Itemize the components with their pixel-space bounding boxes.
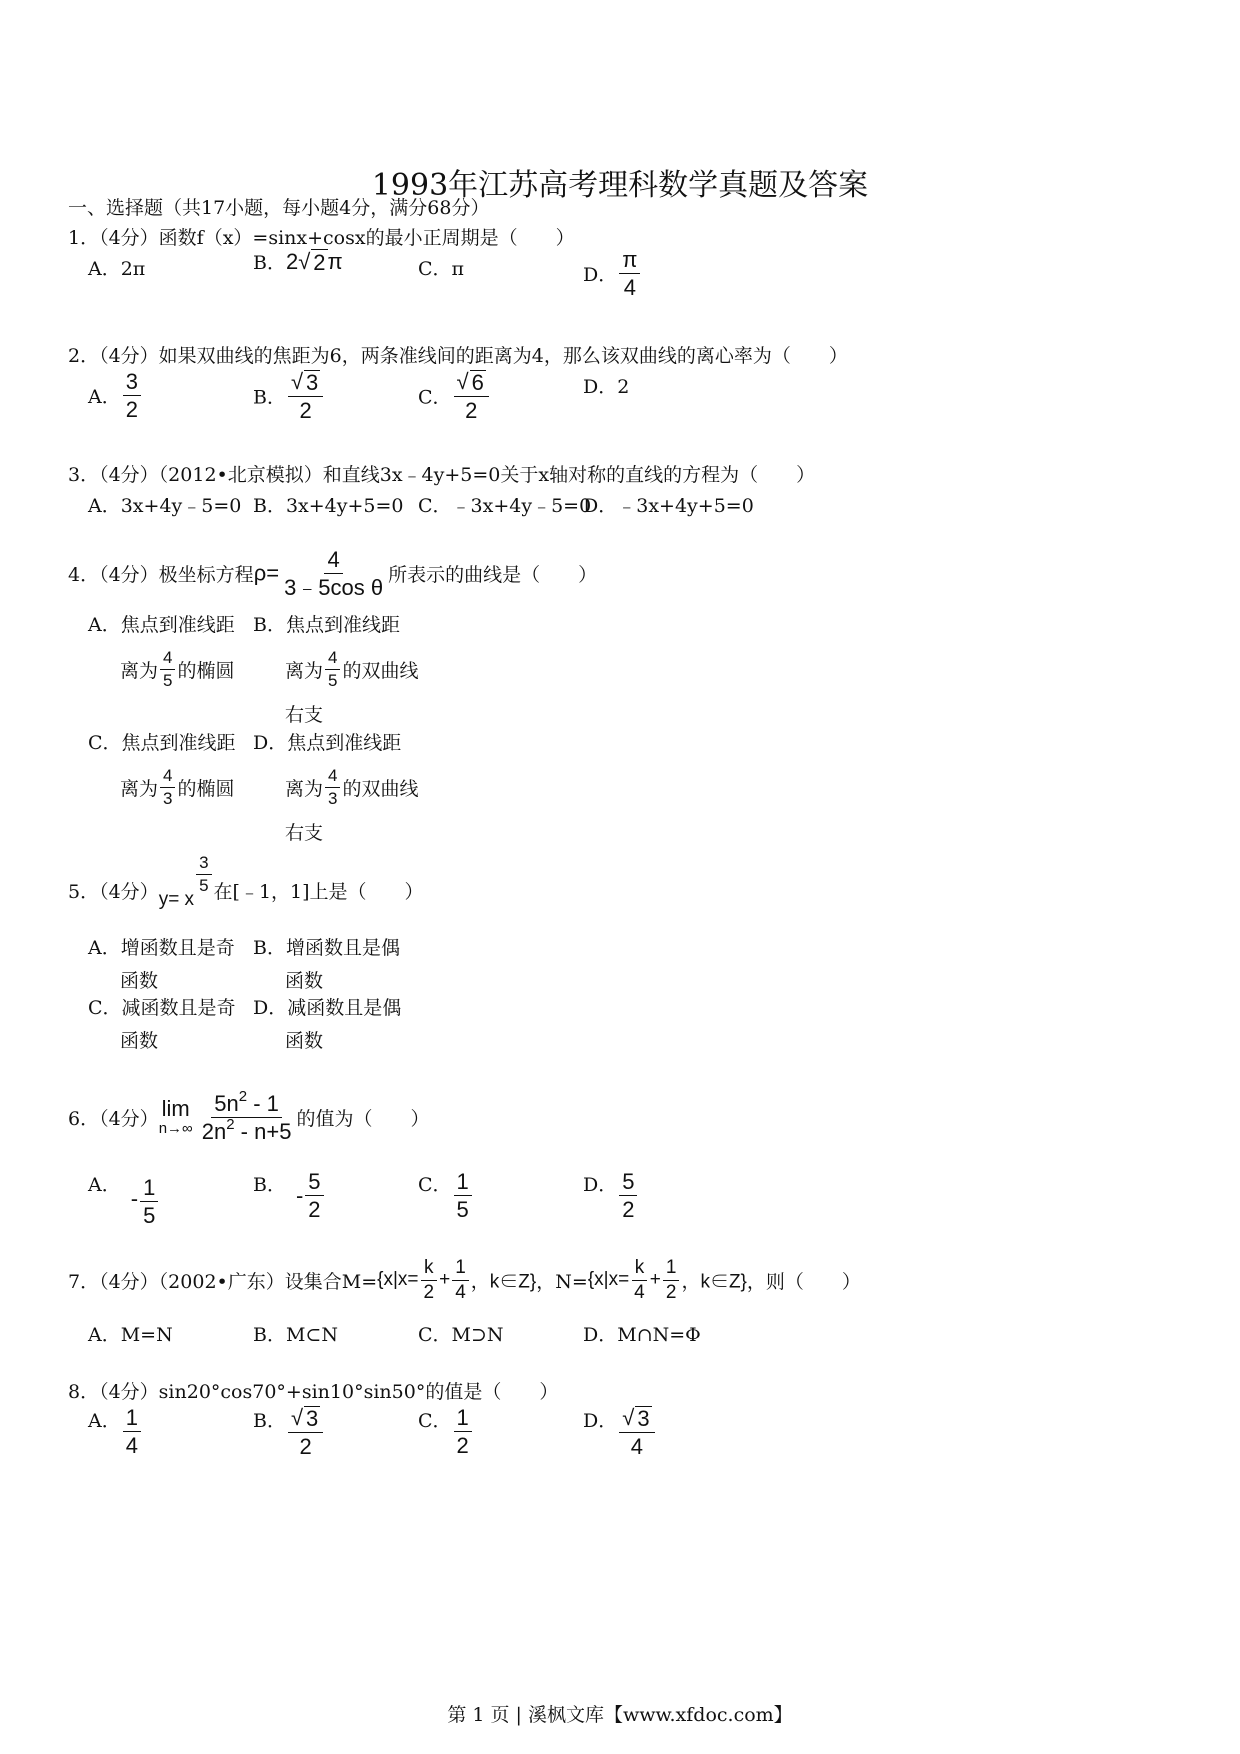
question-stem: 5．（4分） y= x $\frac{3}{5}$ 在[﹣1，1]上是（ ） (68, 853, 424, 910)
question-stem: 2．（4分）如果双曲线的焦距为6，两条准线间的距离为4，那么该双曲线的离心率为（ ） (68, 345, 848, 367)
option-b: B． - $\frac{5}{2}$ (253, 1170, 326, 1221)
option-d: D．焦点到准线距 离为 $\frac{4}{3}$ 的双曲线 右支 (253, 732, 419, 844)
option-d: D． $\frac{5}{2}$ (583, 1170, 639, 1221)
question-stem: 6．（4分） lim n→∞ $\frac{5n^2 - 1}{2n^2 - n+5}$ 的值为（ ） (68, 1088, 430, 1145)
page-footer: 第 1 页 | 溪枫文库【www.xfdoc.com】 (447, 1704, 793, 1726)
option-d: D．M∩N=Φ (583, 1324, 701, 1346)
option-b: B．焦点到准线距 离为 $\frac{4}{5}$ 的双曲线 右支 (253, 614, 419, 726)
limit: lim n→∞ (158, 1096, 193, 1138)
page-title: 1993年江苏高考理科数学真题及答案 (371, 168, 869, 203)
fraction: $\frac{5n^2 - 1}{2n^2 - n+5}$ (201, 1088, 292, 1145)
option-c: C． $\frac{1}{2}$ (418, 1406, 474, 1457)
option-a: A．2π (88, 258, 146, 280)
question-stem: 7．（4分）（2002•广东）设集合M={x|x= $\frac{k}{2}$ + $\frac{1}{4}$ ，k∈Z}，N={x|x= $\frac{k}{4}$ + $\frac{1}{2}$ ，k∈Z}，则（ ） (68, 1257, 861, 1303)
option-a: A．- $\frac{1}{5}$ (88, 1170, 160, 1227)
option-b: B．M⊂N (253, 1324, 338, 1346)
option-d: D．2 (583, 376, 630, 398)
option-a: A．焦点到准线距 离为 $\frac{4}{5}$ 的椭圆 (88, 614, 235, 690)
option-a: A．增函数且是奇 函数 (88, 937, 235, 992)
option-d: D．减函数且是偶 函数 (253, 997, 402, 1052)
option-b: B．增函数且是偶 函数 (253, 937, 400, 992)
option-c: C． √ 6 2 (418, 370, 491, 422)
option-c: C．焦点到准线距 离为 $\frac{4}{3}$ 的椭圆 (88, 732, 236, 808)
option-b: B． √ 3 2 (253, 370, 325, 422)
option-c: C．M⊃N (418, 1324, 504, 1346)
option-b: B．3x+4y+5=0 (253, 495, 404, 517)
section-heading: 一、选择题（共17小题，每小题4分，满分68分） (68, 197, 490, 219)
math-expression: 2 √ 2 π (285, 249, 343, 275)
fraction: $\frac{4}{\text{3﹣5cos θ}}$ (284, 547, 384, 601)
question-stem: 1．（4分）函数f（x）=sinx+cosx的最小正周期是（ ） (68, 227, 575, 249)
option-c: C． $\frac{1}{5}$ (418, 1170, 474, 1221)
question-stem: 3．（4分）（2012•北京模拟）和直线3x﹣4y+5=0关于x轴对称的直线的方程为（ ） (68, 464, 816, 486)
fraction: $\frac{\pi}{4}$ (619, 248, 640, 299)
question-stem: 8．（4分）sin20°cos70°+sin10°sin50°的值是（ ） (68, 1381, 559, 1403)
option-b: B． √ 3 2 (253, 1406, 325, 1458)
option-d: D． √ 3 4 (583, 1406, 657, 1458)
option-d: D． $\frac{\pi}{4}$ (583, 248, 642, 299)
option-a: A．3x+4y﹣5=0 (88, 495, 242, 517)
option-a: A． $\frac{1}{4}$ (88, 1406, 143, 1457)
option-c: C．减函数且是奇 函数 (88, 997, 236, 1052)
question-stem: 4．（4分）极坐标方程ρ= $\frac{4}{\text{3﹣5cos θ}}$ 所表示的曲线是（ ） (68, 547, 598, 601)
set-m: {x|x= $\frac{k}{2}$ + $\frac{1}{4}$ ，k∈Z} (377, 1257, 537, 1303)
option-a: A． $\frac{3}{2}$ (88, 370, 143, 421)
option-c: C．﹣3x+4y﹣5=0 (418, 495, 592, 517)
option-a: A．M=N (88, 1324, 173, 1346)
set-n: {x|x= $\frac{k}{4}$ + $\frac{1}{2}$ ，k∈Z} (587, 1257, 747, 1303)
option-d: D．﹣3x+4y+5=0 (583, 495, 754, 517)
option-b: B．2 √ 2 π (253, 249, 343, 275)
option-c: C．π (418, 258, 465, 280)
